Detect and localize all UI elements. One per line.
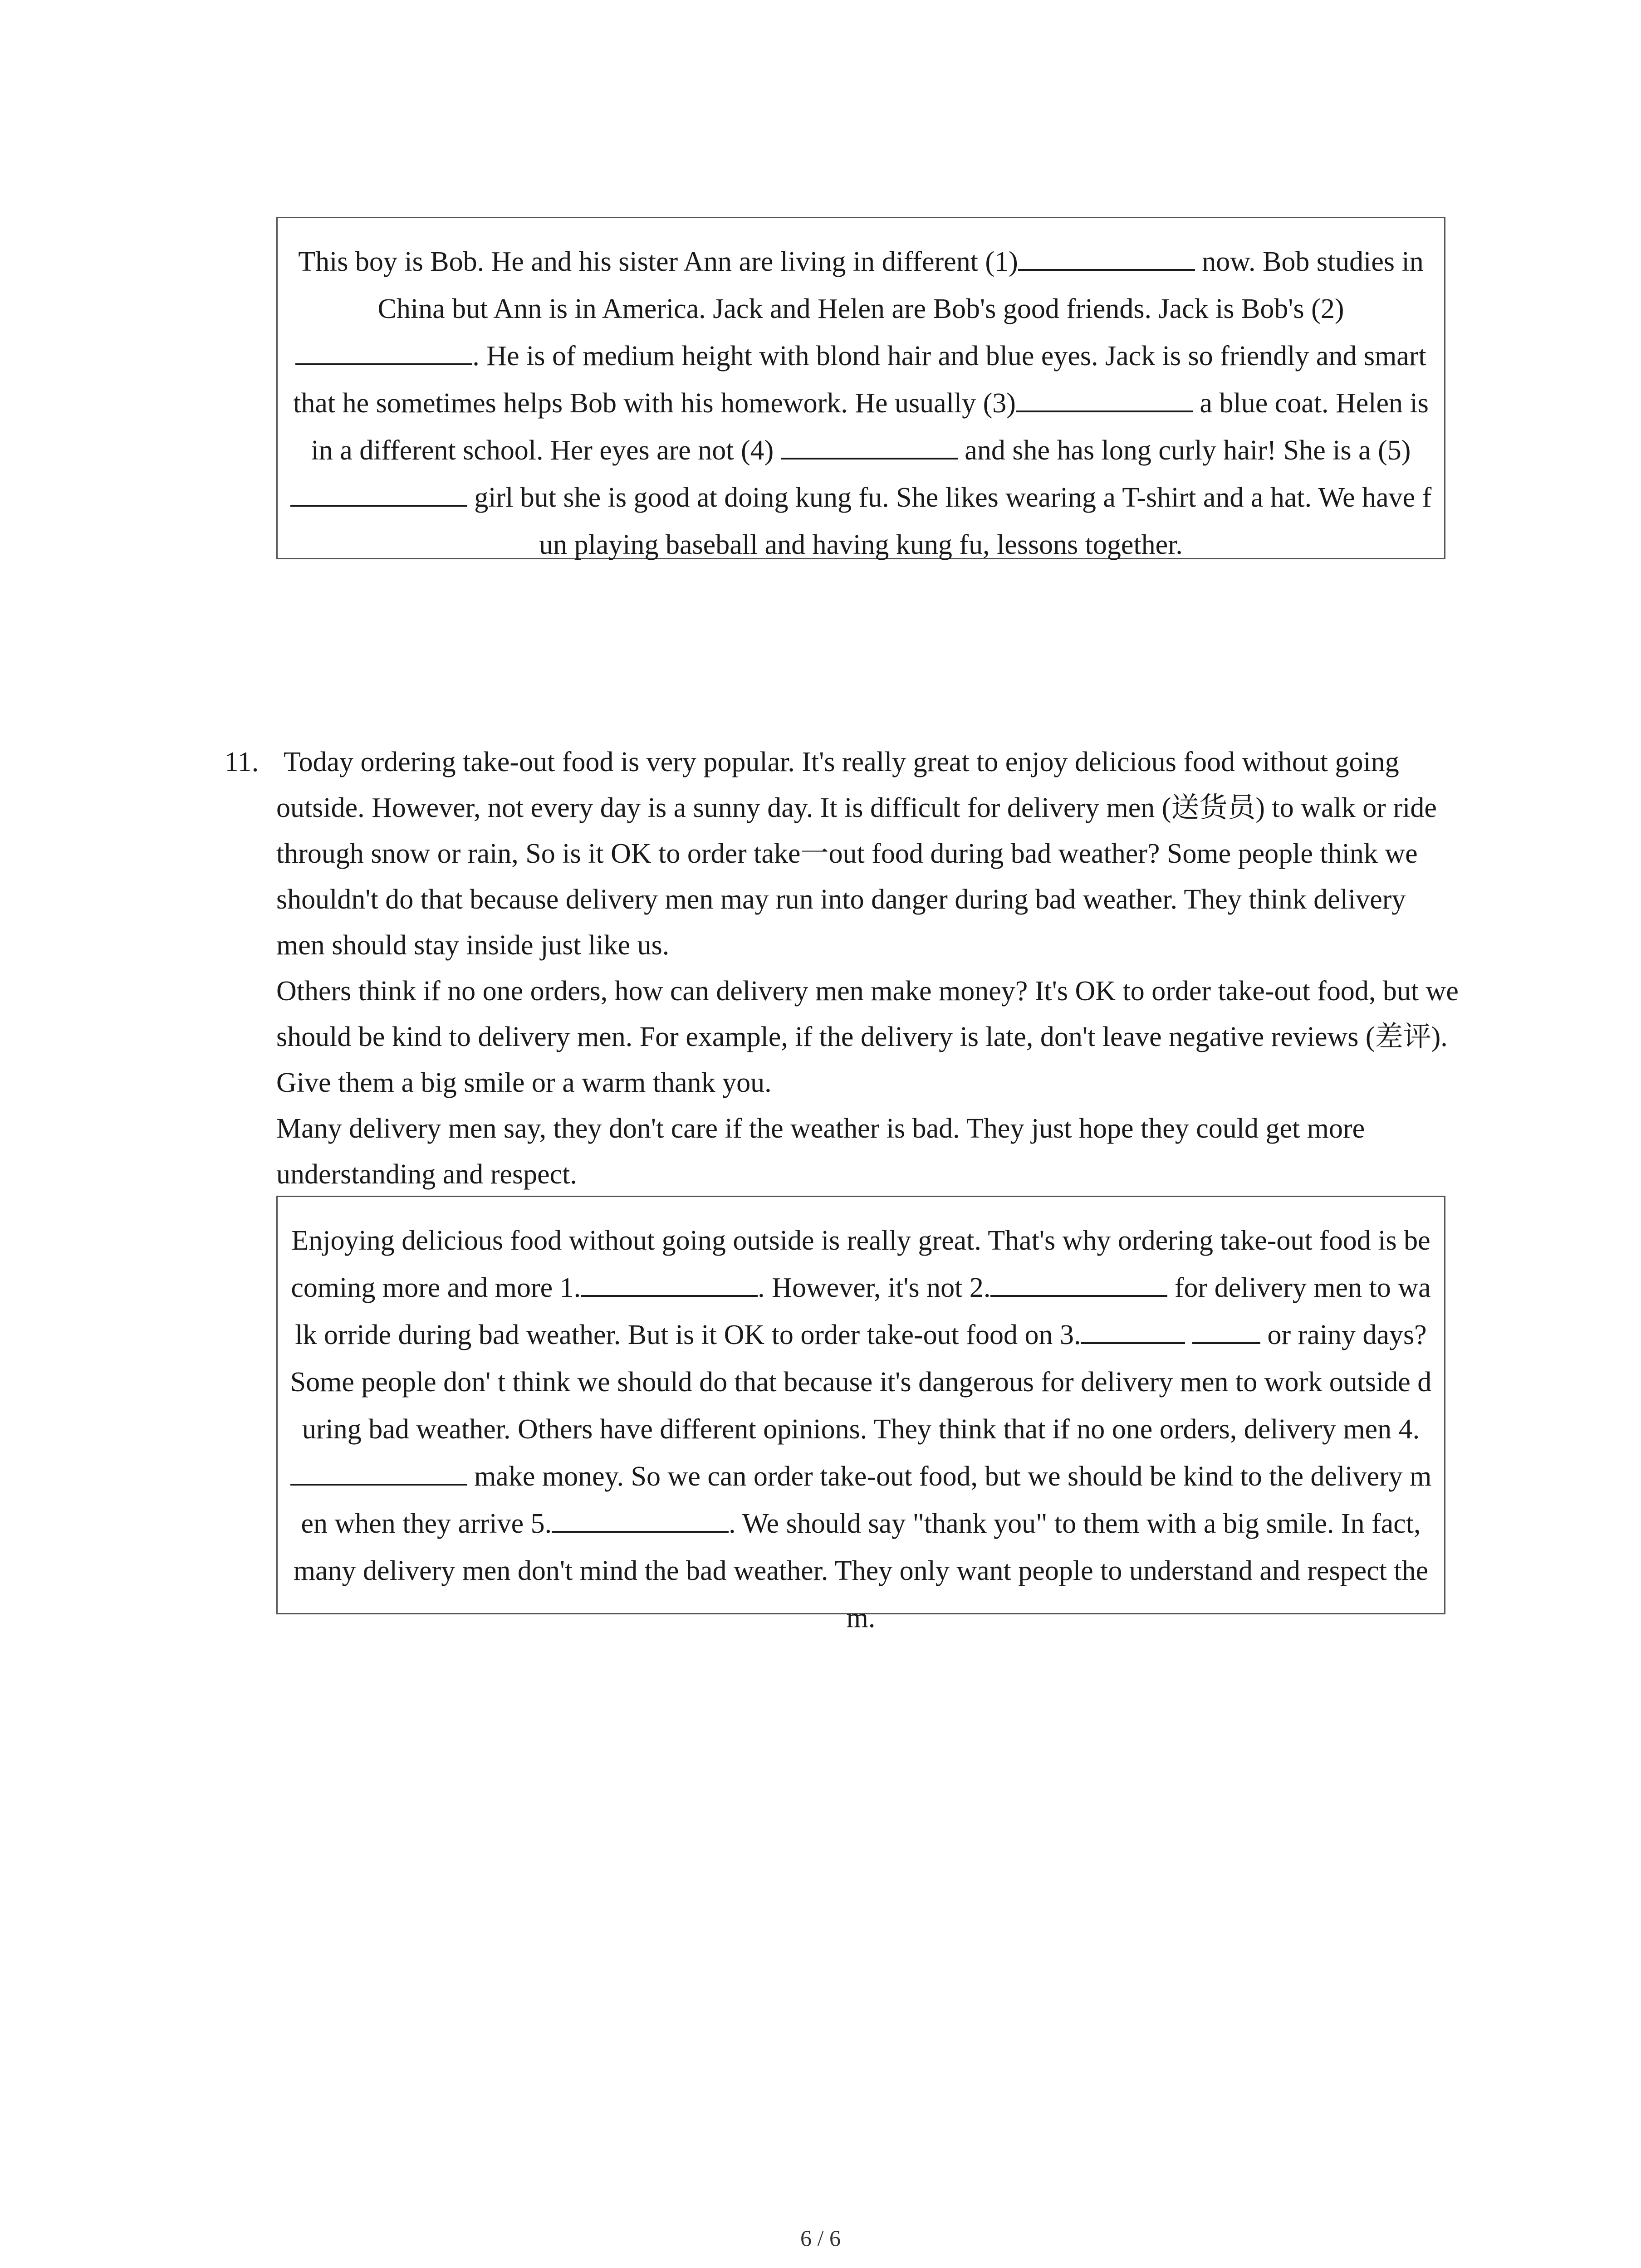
summary-text: for delivery men to walk orride during bad weather. But is it OK to order take-out food on 3. xyxy=(295,1272,1431,1350)
passage-text: This boy is Bob. He and his sister Ann are living in different (1) xyxy=(298,246,1018,277)
paragraph: Today ordering take-out food is very popular. It's really great to enjoy delicious food without going outside. However, not every day is a sunny day. It is difficult for delivery men (送货员) to walk or ride through snow or rain, So is it OK to order take一out food during bad weather? Some people think we shouldn't do that because delivery men may run into danger during bad weather. They think delivery men should stay inside just like us. xyxy=(276,747,1437,961)
blank-1[interactable] xyxy=(1018,241,1195,271)
blank-3[interactable] xyxy=(1081,1314,1185,1344)
blank-5[interactable] xyxy=(552,1503,729,1533)
blank-4[interactable] xyxy=(781,430,958,459)
summary-text: make money. So we can order take-out food, but we should be kind to the delivery men when they arrive 5. xyxy=(301,1461,1432,1539)
blank-2[interactable] xyxy=(295,335,472,365)
passage-text: girl but she is good at doing kung fu. She likes wearing a T-shirt and a hat. We have fun playing baseball and having kung fu, lessons together. xyxy=(467,482,1432,560)
reading-passage xyxy=(276,739,1459,1198)
question-number: 11. xyxy=(225,747,259,777)
summary-box xyxy=(276,1196,1445,1633)
summary-text: . We should say "thank you" to them with a big smile. In fact, many delivery men don't mind the bad weather. They only want people to understand and respect them. xyxy=(293,1508,1429,1633)
summary-text: Enjoying delicious food without going outside is really great. That's why ordering take-out food is becoming more and more 1. xyxy=(291,1225,1430,1303)
blank-4[interactable] xyxy=(290,1456,467,1486)
blank-1[interactable] xyxy=(581,1267,758,1297)
page-number: 6 / 6 xyxy=(800,2225,841,2251)
passage-box-1 xyxy=(276,217,1445,559)
paragraph: Others think if no one orders, how can delivery men make money? It's OK to order take-out food, but we should be kind to delivery men. For example, if the delivery is late, don't leave negative reviews (差评). Give them a big smile or a warm thank you. xyxy=(276,976,1459,1098)
question-11 xyxy=(225,739,1459,1198)
summary-text: . However, it's not 2. xyxy=(758,1272,991,1303)
blank-3[interactable] xyxy=(1016,382,1193,412)
blank-2[interactable] xyxy=(990,1267,1167,1297)
blank-5[interactable] xyxy=(290,477,467,507)
passage-text: . He is of medium height with blond hair and blue eyes. Jack is so friendly and smart that he sometimes helps Bob with his homework. He usually (3) xyxy=(293,341,1426,419)
paragraph: Many delivery men say, they don't care if the weather is bad. They just hope they could get more understanding and respect. xyxy=(276,1113,1365,1190)
passage-text: and she has long curly hair! She is a (5) xyxy=(957,435,1411,466)
passage-text: a blue coat. Helen is in a different school. Her eyes are not (4) xyxy=(311,388,1429,466)
passage-text: now. Bob studies in China but Ann is in America. Jack and Helen are Bob's good friends. Jack is Bob's (2) xyxy=(377,246,1424,324)
summary-text: or rainy days?Some people don' t think we should do that because it's dangerous for delivery men to work outside during bad weather. Others have different opinions. They think that if no one orders, delivery men 4. xyxy=(290,1320,1432,1445)
blank-3-continued[interactable] xyxy=(1192,1314,1260,1344)
